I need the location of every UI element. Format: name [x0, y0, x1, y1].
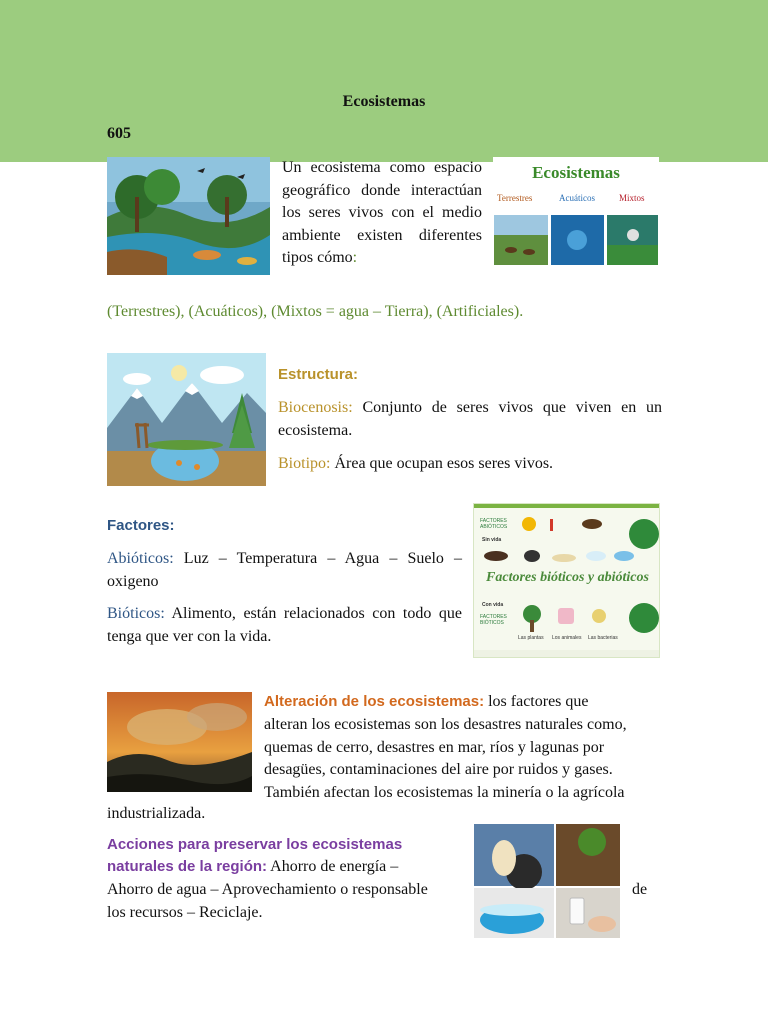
- acciones-line2: [107, 858, 398, 876]
- bioticos-term: Bióticos:: [107, 605, 165, 622]
- poster-bottom-label: FACTORES BIÓTICOS: [480, 614, 507, 626]
- factores-poster: [473, 503, 660, 658]
- intro-text: Un ecosistema como espacio geográfico donde interactúan los seres vivos con el medio ambiente existen diferentes tipos cómo: [282, 159, 482, 266]
- poster-biotic-bacteria: Las bacterias: [588, 635, 618, 641]
- biotipo-term: Biotipo:: [278, 455, 331, 472]
- estructura-heading-text: Estructura: [278, 366, 354, 383]
- factores-heading-text: Factores: [107, 517, 170, 534]
- ecosystem-illustration: [107, 157, 270, 275]
- poster-top-label: FACTORES ABIÓTICOS: [480, 518, 508, 530]
- biotipo-text: Área que ocupan esos seres vivos.: [334, 455, 554, 472]
- poster-top-sub: Sin vida: [482, 537, 502, 543]
- alteracion-heading: Alteración de los ecosistemas: [264, 693, 480, 710]
- biome-illustration: [107, 353, 266, 486]
- estructura-colon: :: [353, 366, 359, 383]
- acciones-text-line3: los recursos – Reciclaje.: [107, 904, 263, 921]
- intro-paragraph: [282, 157, 482, 270]
- biocenosis-term: Biocenosis:: [278, 399, 353, 416]
- biocenosis-text: Conjunto de seres vivos que viven en un ecosistema.: [278, 399, 662, 439]
- estructura-heading: [278, 366, 358, 383]
- abioticos-text: Luz – Temperatura – Agua – Suelo – oxigeno: [107, 550, 463, 590]
- acciones-colon: :: [262, 858, 268, 875]
- poster-biotic-animals: Los animales: [552, 635, 582, 641]
- document-title: Ecosistemas: [342, 93, 426, 110]
- alteracion-text-lead: los factores que: [488, 693, 589, 710]
- conservation-collage: [474, 824, 620, 938]
- acciones-text-line2: Ahorro de agua – Aprovechamiento o responsable: [107, 881, 428, 898]
- alteracion-colon: :: [479, 693, 485, 710]
- poster-title: Factores bióticos y abióticos: [486, 570, 649, 585]
- ecosystem-types-card: [493, 157, 659, 267]
- abioticos-definition: [107, 548, 462, 593]
- fire-landscape-photo: [107, 692, 252, 792]
- factores-heading: [107, 517, 175, 534]
- biocenosis-definition: [278, 397, 662, 442]
- document-number: 605: [107, 125, 131, 142]
- types-label-acuaticos: Acuáticos: [559, 193, 595, 203]
- types-card-title: Ecosistemas: [532, 163, 620, 182]
- bioticos-definition: [107, 603, 462, 648]
- acciones-heading-line1: Acciones para preservar los ecosistemas: [107, 836, 403, 853]
- alteracion-tail: industrializada.: [107, 805, 206, 822]
- alteracion-body: alteran los ecosistemas son los desastres naturales como, quemas de cerro, desastres en mar, ríos y lagunas por desagües, contaminaciones del aire por ruidos y gases. También afectan los ecosistemas la minería o la agrícola: [264, 716, 627, 801]
- abioticos-term: Abióticos:: [107, 550, 174, 567]
- types-label-terrestres: Terrestres: [497, 193, 533, 203]
- alteracion-paragraph: [264, 691, 661, 714]
- types-line: (Terrestres), (Acuáticos), (Mixtos = agua – Tierra), (Artificiales).: [107, 303, 524, 320]
- acciones-heading-line2: naturales de la región: [107, 858, 263, 875]
- intro-colon: :: [352, 249, 358, 266]
- types-label-mixtos: Mixtos: [619, 193, 645, 203]
- acciones-text-line1: Ahorro de energía –: [270, 858, 399, 875]
- poster-biotic-plants: Las plantas: [518, 635, 544, 641]
- bioticos-text: Alimento, están relacionados con todo que tenga que ver con la vida.: [107, 605, 462, 645]
- biotipo-definition: [278, 455, 553, 473]
- acciones-text-de: de: [632, 881, 648, 898]
- factores-colon: :: [169, 517, 175, 534]
- poster-bottom-sub: Con vida: [482, 602, 504, 608]
